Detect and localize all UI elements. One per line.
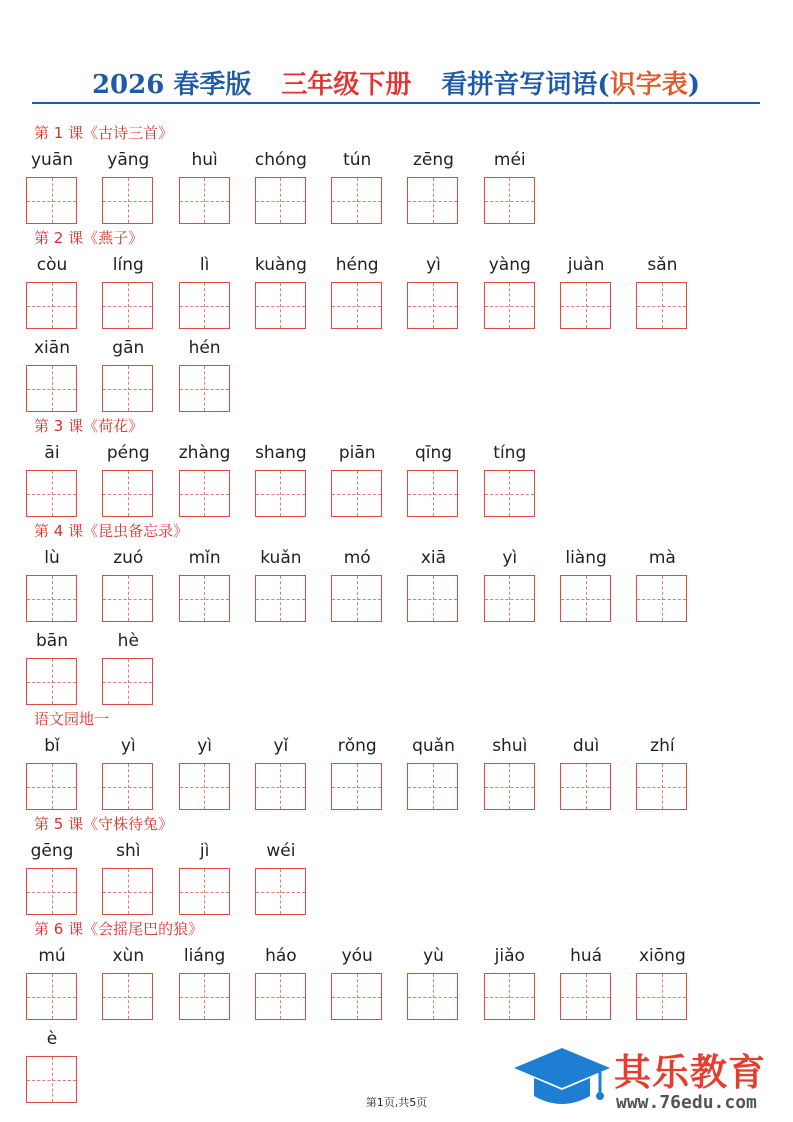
word-item: [179, 940, 255, 1023]
lesson-title: 第 6 课《会摇尾巴的狼》: [34, 920, 204, 938]
word-item: [179, 249, 255, 332]
pinyin-label: jiǎo: [494, 946, 525, 966]
writing-grid-box[interactable]: [255, 177, 306, 224]
writing-grid-box[interactable]: [407, 575, 458, 622]
pinyin-label: yì: [197, 736, 212, 756]
word-item: [407, 542, 483, 625]
writing-grid-box[interactable]: [484, 470, 535, 517]
writing-grid-box[interactable]: [331, 763, 382, 810]
word-item: [636, 730, 712, 813]
word-item: [331, 144, 407, 227]
writing-grid-box[interactable]: [407, 177, 458, 224]
grade-label: 三年级下册: [281, 70, 412, 100]
writing-grid-box[interactable]: [484, 177, 535, 224]
writing-grid-box[interactable]: [484, 282, 535, 329]
word-item: [255, 437, 331, 520]
writing-grid-box[interactable]: [102, 868, 153, 915]
pinyin-row: [26, 249, 786, 415]
writing-grid-box[interactable]: [407, 470, 458, 517]
writing-grid-box[interactable]: [102, 282, 153, 329]
word-item: [179, 542, 255, 625]
word-item: [484, 542, 560, 625]
pinyin-label: mó: [343, 548, 371, 568]
pinyin-label: wéi: [266, 841, 296, 861]
pinyin-label: yì: [120, 736, 136, 756]
pinyin-label: quǎn: [412, 736, 455, 756]
worksheet-title: [441, 68, 700, 102]
writing-grid-box[interactable]: [179, 575, 230, 622]
pinyin-label: jì: [199, 841, 210, 861]
pinyin-label: héng: [335, 255, 379, 275]
writing-grid-box[interactable]: [484, 763, 535, 810]
pinyin-label: xiā: [420, 548, 447, 568]
pinyin-label: lì: [199, 255, 210, 275]
writing-grid-box[interactable]: [331, 282, 382, 329]
brand-logo: [512, 1040, 787, 1116]
writing-grid-box[interactable]: [102, 763, 153, 810]
writing-grid-box[interactable]: [484, 973, 535, 1020]
pinyin-label: mà: [648, 548, 676, 568]
pinyin-label: háo: [265, 946, 297, 966]
pinyin-label: kuàng: [254, 255, 307, 275]
word-item: [636, 249, 712, 332]
writing-grid-box[interactable]: [560, 763, 611, 810]
pinyin-label: gēng: [30, 841, 74, 861]
edition-label: 2026 春季版: [91, 70, 252, 100]
pinyin-label: bǐ: [44, 736, 60, 756]
writing-grid-box[interactable]: [407, 763, 458, 810]
brand-name: 其乐教育: [614, 1051, 766, 1094]
word-item: [255, 249, 331, 332]
writing-grid-box[interactable]: [179, 973, 230, 1020]
pinyin-label: shang: [255, 443, 307, 463]
word-item: [102, 940, 178, 1023]
word-item: [636, 542, 712, 625]
pinyin-label: yù: [423, 946, 444, 966]
page-number: 第1页,共5页: [365, 1096, 428, 1109]
pinyin-label: còu: [36, 255, 68, 275]
pinyin-label: sǎn: [647, 255, 678, 275]
word-item: [560, 542, 636, 625]
lesson-section: [26, 708, 771, 813]
word-item: [26, 625, 102, 708]
pinyin-label: āi: [44, 443, 60, 463]
word-item: [331, 249, 407, 332]
pinyin-label: yì: [426, 255, 441, 275]
writing-grid-box[interactable]: [26, 365, 77, 412]
pinyin-label: piān: [338, 443, 376, 463]
pinyin-label: mú: [38, 946, 66, 966]
word-item: [26, 144, 102, 227]
writing-grid-box[interactable]: [102, 575, 153, 622]
writing-grid-box[interactable]: [179, 763, 230, 810]
word-item: [484, 144, 560, 227]
pinyin-label: qīng: [414, 443, 453, 463]
word-item: [331, 437, 407, 520]
worksheet-title-main: 看拼音写词语(: [441, 70, 610, 100]
writing-grid-box[interactable]: [26, 973, 77, 1020]
word-item: [102, 730, 178, 813]
lesson-title: 第 5 课《守株待兔》: [34, 815, 174, 833]
writing-grid-box[interactable]: [255, 575, 306, 622]
word-item: [255, 730, 331, 813]
word-item: [484, 940, 560, 1023]
pinyin-label: tún: [343, 150, 372, 170]
writing-grid-box[interactable]: [560, 282, 611, 329]
pinyin-label: zuó: [113, 548, 144, 568]
word-item: [484, 249, 560, 332]
pinyin-label: yǐ: [273, 736, 289, 756]
word-item: [102, 437, 178, 520]
pinyin-label: zhí: [650, 736, 675, 756]
writing-grid-box[interactable]: [179, 177, 230, 224]
pinyin-label: líng: [112, 255, 144, 275]
brand-url: www.76edu.com: [616, 1092, 757, 1113]
writing-grid-box[interactable]: [26, 763, 77, 810]
lesson-section: [26, 122, 771, 227]
word-item: [179, 730, 255, 813]
writing-grid-box[interactable]: [407, 973, 458, 1020]
pinyin-label: bān: [36, 631, 68, 651]
lesson-title: 语文园地一: [34, 710, 110, 728]
word-item: [636, 940, 712, 1023]
pinyin-label: yuān: [30, 150, 74, 170]
word-item: [179, 144, 255, 227]
pinyin-label: hè: [117, 631, 139, 651]
writing-grid-box[interactable]: [255, 282, 306, 329]
word-item: [26, 542, 102, 625]
writing-grid-box[interactable]: [26, 177, 77, 224]
word-item: [407, 730, 483, 813]
word-item: [102, 332, 178, 415]
writing-grid-box[interactable]: [102, 177, 153, 224]
writing-grid-box[interactable]: [102, 365, 153, 412]
word-item: [255, 144, 331, 227]
word-item: [331, 542, 407, 625]
word-item: [407, 249, 483, 332]
writing-grid-box[interactable]: [560, 973, 611, 1020]
pinyin-label: shì: [116, 841, 141, 861]
writing-grid-box[interactable]: [102, 470, 153, 517]
pinyin-label: liáng: [183, 946, 226, 966]
lesson-title: 第 3 课《荷花》: [34, 417, 144, 435]
pinyin-label: zhàng: [178, 443, 231, 463]
writing-grid-box[interactable]: [255, 763, 306, 810]
word-item: [26, 249, 102, 332]
pinyin-label: yāng: [107, 150, 150, 170]
graduation-cap-icon: [512, 1044, 612, 1114]
pinyin-label: xùn: [112, 946, 145, 966]
word-item: [26, 835, 102, 918]
writing-grid-box[interactable]: [407, 282, 458, 329]
pinyin-label: méi: [493, 150, 526, 170]
pinyin-label: yóu: [341, 946, 373, 966]
writing-grid-box[interactable]: [179, 470, 230, 517]
pinyin-label: duì: [572, 736, 600, 756]
word-item: [179, 332, 255, 415]
word-item: [102, 625, 178, 708]
pinyin-label: è: [46, 1029, 58, 1049]
writing-grid-box[interactable]: [636, 575, 687, 622]
pinyin-label: chóng: [254, 150, 307, 170]
pinyin-row: [26, 730, 786, 813]
word-item: [26, 940, 102, 1023]
lesson-title: 第 4 课《昆虫备忘录》: [34, 522, 189, 540]
word-item: [560, 940, 636, 1023]
writing-grid-box[interactable]: [331, 177, 382, 224]
pinyin-label: hén: [188, 338, 221, 358]
word-item: [255, 835, 331, 918]
lesson-section: [26, 227, 771, 415]
word-item: [255, 940, 331, 1023]
writing-grid-box[interactable]: [636, 973, 687, 1020]
lesson-title: 第 1 课《古诗三首》: [34, 124, 174, 142]
lesson-title: 第 2 课《燕子》: [34, 229, 144, 247]
word-item: [26, 332, 102, 415]
worksheet-title-highlight: 识字表: [609, 70, 688, 100]
pinyin-label: rǒng: [337, 736, 377, 756]
word-item: [484, 730, 560, 813]
writing-grid-box[interactable]: [26, 470, 77, 517]
word-item: [26, 730, 102, 813]
writing-grid-box[interactable]: [636, 282, 687, 329]
pinyin-label: xiōng: [639, 946, 686, 966]
word-item: [407, 940, 483, 1023]
pinyin-label: zēng: [413, 150, 454, 170]
writing-grid-box[interactable]: [26, 868, 77, 915]
pinyin-label: huì: [191, 150, 218, 170]
word-item: [331, 940, 407, 1023]
word-item: [407, 437, 483, 520]
pinyin-row: [26, 835, 786, 918]
pinyin-label: yàng: [488, 255, 531, 275]
pinyin-row: [26, 542, 786, 708]
pinyin-row: [26, 144, 786, 227]
lesson-section: [26, 415, 771, 520]
writing-grid-box[interactable]: [331, 470, 382, 517]
word-item: [179, 835, 255, 918]
pinyin-label: xiān: [34, 338, 70, 358]
word-item: [255, 542, 331, 625]
word-item: [560, 249, 636, 332]
lesson-list: [26, 122, 771, 1106]
pinyin-label: mǐn: [188, 548, 221, 568]
word-item: [102, 249, 178, 332]
word-item: [102, 542, 178, 625]
lesson-section: [26, 813, 771, 918]
writing-grid-box[interactable]: [179, 282, 230, 329]
writing-grid-box[interactable]: [255, 868, 306, 915]
pinyin-label: tíng: [493, 443, 527, 463]
word-item: [26, 437, 102, 520]
writing-grid-box[interactable]: [179, 868, 230, 915]
word-item: [102, 144, 178, 227]
pinyin-label: shuì: [492, 736, 528, 756]
word-item: [484, 437, 560, 520]
pinyin-label: kuǎn: [260, 548, 302, 568]
pinyin-label: péng: [106, 443, 150, 463]
writing-grid-box[interactable]: [26, 575, 77, 622]
writing-grid-box[interactable]: [26, 658, 77, 705]
word-item: [179, 437, 255, 520]
word-item: [407, 144, 483, 227]
pinyin-label: yì: [502, 548, 518, 568]
pinyin-row: [26, 437, 786, 520]
writing-grid-box[interactable]: [331, 575, 382, 622]
word-item: [331, 730, 407, 813]
worksheet-title-close: ): [687, 70, 701, 100]
writing-grid-box[interactable]: [331, 973, 382, 1020]
pinyin-label: huá: [570, 946, 603, 966]
pinyin-label: liàng: [565, 548, 607, 568]
writing-grid-box[interactable]: [179, 365, 230, 412]
word-item: [560, 730, 636, 813]
writing-grid-box[interactable]: [255, 973, 306, 1020]
writing-grid-box[interactable]: [484, 575, 535, 622]
page-header: [32, 68, 760, 104]
word-item: [102, 835, 178, 918]
writing-grid-box[interactable]: [102, 658, 153, 705]
pinyin-label: juàn: [567, 255, 605, 275]
lesson-section: [26, 520, 771, 708]
writing-grid-box[interactable]: [255, 470, 306, 517]
writing-grid-box[interactable]: [102, 973, 153, 1020]
pinyin-label: gān: [112, 338, 145, 358]
writing-grid-box[interactable]: [636, 763, 687, 810]
writing-grid-box[interactable]: [560, 575, 611, 622]
pinyin-label: lù: [44, 548, 60, 568]
writing-grid-box[interactable]: [26, 282, 77, 329]
